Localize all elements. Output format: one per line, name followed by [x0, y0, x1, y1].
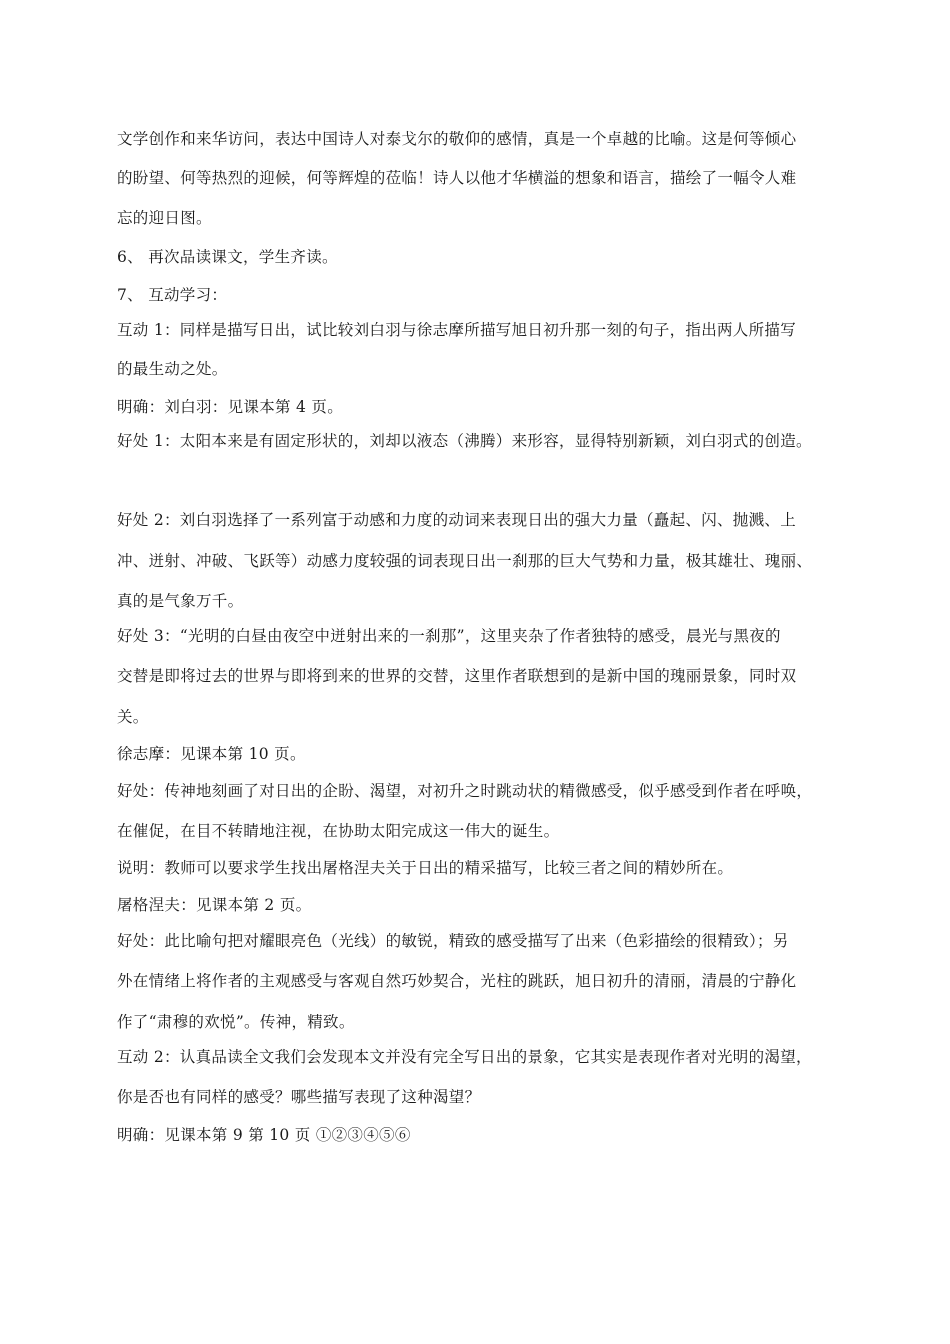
benefit-2-line-3: 真的是气象万千。: [117, 592, 244, 610]
step-7: 7、 互动学习：: [117, 286, 228, 304]
interaction-2-line-1: 互动 2：认真品读全文我们会发现本文并没有完全写日出的景象，它其实是表现作者对光明的渴望，: [117, 1048, 812, 1066]
interaction-1-line-1: 互动 1：同样是描写日出，试比较刘白羽与徐志摩所描写旭日初升那一刻的句子，指出两人所描写: [117, 321, 796, 339]
benefit-3-line-3: 关。: [117, 708, 149, 726]
benefit-xu-line-2: 在催促，在目不转睛地注视，在协助太阳完成这一伟大的诞生。: [117, 822, 560, 840]
paragraph-1-line-3: 忘的迎日图。: [117, 209, 212, 227]
benefit-1: 好处 1：太阳本来是有固定形状的，刘却以液态（沸腾）来形容，显得特别新颖，刘白羽式的创造。: [117, 432, 812, 450]
interaction-1-line-2: 的最生动之处。: [117, 360, 228, 378]
interaction-2-line-2: 你是否也有同样的感受？哪些描写表现了这种渴望？: [117, 1088, 481, 1106]
benefit-turgenev-line-1: 好处：此比喻句把对耀眼亮色（光线）的敏锐，精致的感受描写了出来（色彩描绘的很精致）；另: [117, 932, 789, 950]
benefit-3-line-2: 交替是即将过去的世界与即将到来的世界的交替，这里作者联想到的是新中国的瑰丽景象，同时双: [117, 667, 797, 685]
paragraph-1-line-1: 文学创作和来华访问，表达中国诗人对泰戈尔的敬仰的感情，真是一个卓越的比喻。这是何等倾心: [117, 130, 797, 148]
turgenev-reference: 屠格涅夫：见课本第 2 页。: [117, 896, 312, 914]
step-6: 6、 再次品读课文，学生齐读。: [117, 248, 338, 266]
benefit-2-line-2: 冲、迸射、冲破、飞跃等）动感力度较强的词表现日出一刹那的巨大气势和力量，极其雄壮、瑰丽、: [117, 552, 813, 570]
benefit-xu-line-1: 好处：传神地刻画了对日出的企盼、渴望，对初升之时跳动状的精微感受，似乎感受到作者在呼唤，: [117, 782, 813, 800]
benefit-turgenev-line-2: 外在情绪上将作者的主观感受与客观自然巧妙契合，光柱的跳跃，旭日初升的清丽，清晨的宁静化: [117, 972, 797, 990]
benefit-2-line-1: 好处 2：刘白羽选择了一系列富于动感和力度的动词来表现日出的强大力量（矗起、闪、抛溅、上: [117, 511, 796, 529]
clarify-2: 明确：见课本第 9 第 10 页 ①②③④⑤⑥: [117, 1126, 411, 1144]
xu-zhimo-reference: 徐志摩：见课本第 10 页。: [117, 745, 306, 763]
clarify-1: 明确：刘白羽：见课本第 4 页。: [117, 398, 344, 416]
teacher-note: 说明：教师可以要求学生找出屠格涅夫关于日出的精采描写，比较三者之间的精妙所在。: [117, 859, 734, 877]
benefit-turgenev-line-3: 作了“肃穆的欢悦”。传神，精致。: [117, 1013, 355, 1031]
benefit-3-line-1: 好处 3：“光明的白昼由夜空中迸射出来的一刹那”，这里夹杂了作者独特的感受，晨光与黑夜的: [117, 627, 781, 645]
paragraph-1-line-2: 的盼望、何等热烈的迎候，何等辉煌的莅临！诗人以他才华横溢的想象和语言，描绘了一幅令人难: [117, 169, 797, 187]
